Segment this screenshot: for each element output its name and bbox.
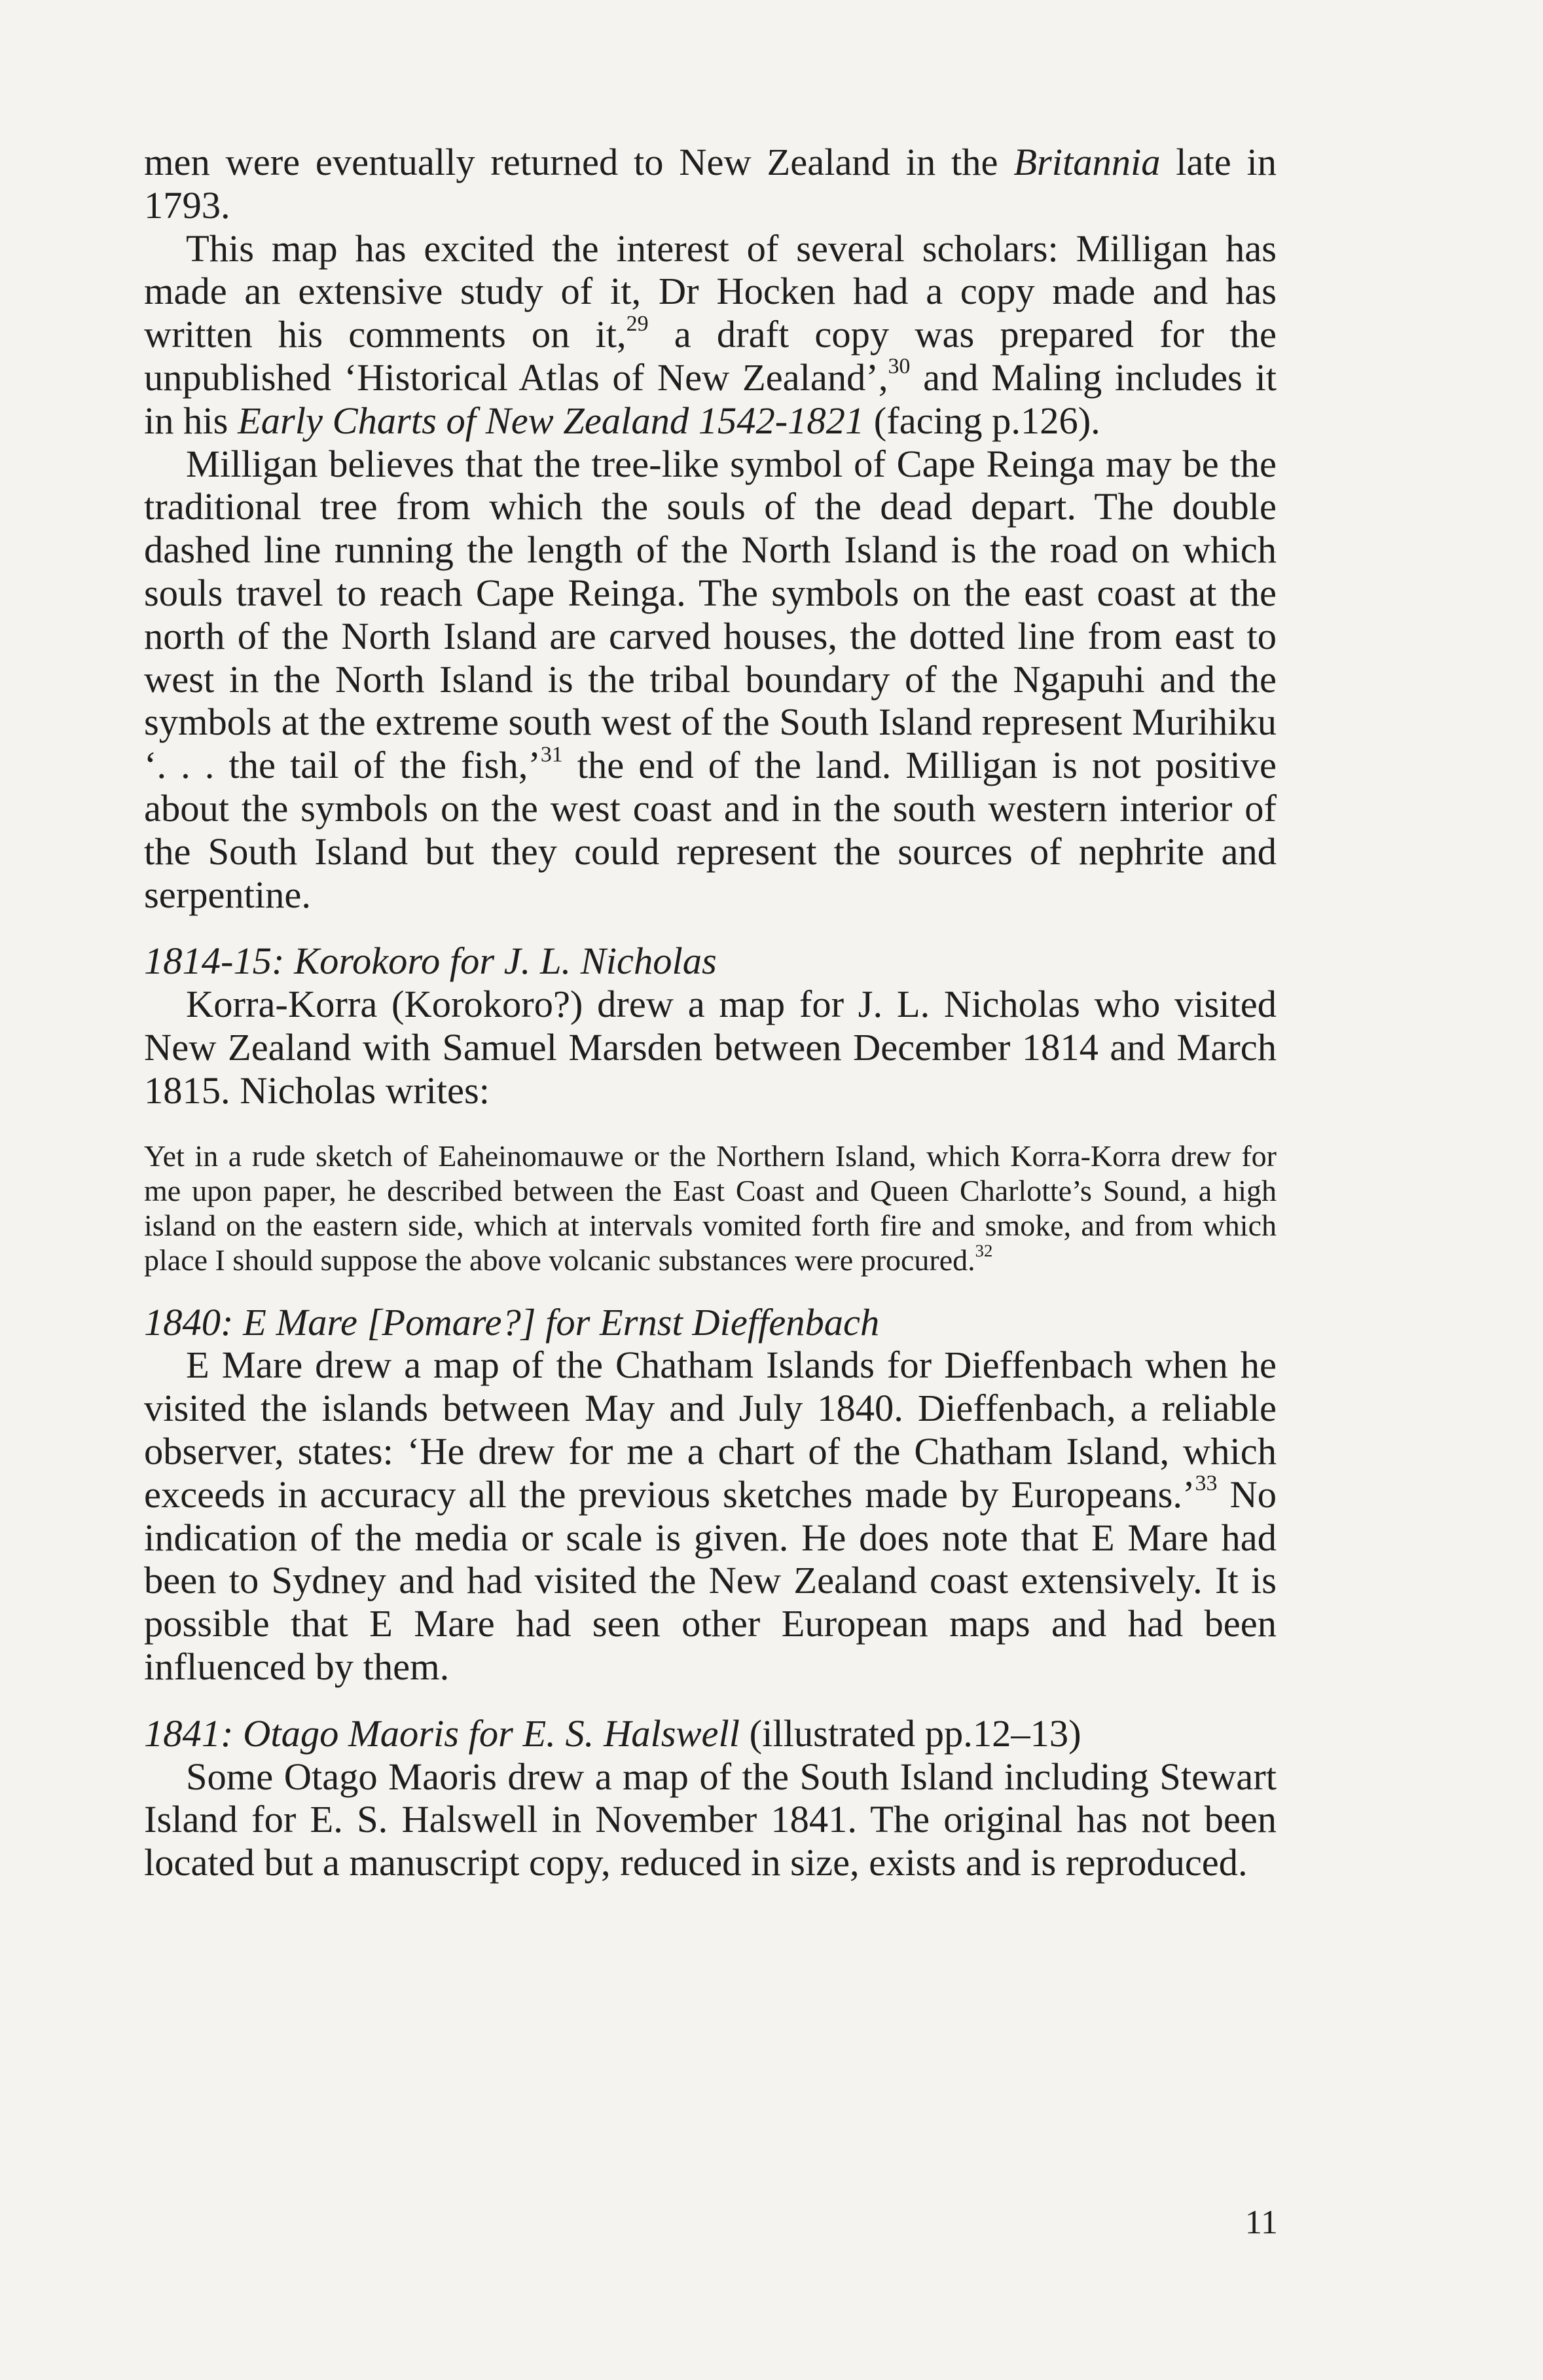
section-heading-korokoro: 1814-15: Korokoro for J. L. Nicholas: [144, 940, 717, 983]
page-body: [144, 141, 1277, 1884]
text: the end of the land. Milligan is not positive about the symbols on the west coast and in the south western interior of the South Island but they could represent the sources of nephrite and serpentine.: [144, 744, 1277, 916]
page-number: 11: [1244, 2204, 1278, 2241]
text: This map has excited the interest of several scholars: Milligan has made an extensive study of it, Dr Hocken had a copy made and has written his comments on it,: [144, 227, 1277, 356]
text: (facing p.126).: [864, 399, 1100, 442]
footnote-ref-33: 33: [1195, 1471, 1218, 1496]
paragraph-otago: Some Otago Maoris drew a map of the South Island including Stewart Island for E. S. Halswell in November 1841. The original has not been located but a manuscript copy, reduced in size, exists and is reproduced.: [144, 1755, 1277, 1884]
section-heading-otago: [144, 1712, 1277, 1755]
heading-roman: (illustrated pp.12–13): [740, 1712, 1081, 1755]
heading-italic: 1841: Otago Maoris for E. S. Halswell: [144, 1712, 740, 1755]
quote-text: Yet in a rude sketch of Eaheinomauwe or the Northern Island, which Korra-Korra drew for me upon paper, he described between the East Coast and Queen Charlotte’s Sound, a high island on the eastern side, which at intervals vomited forth fire and smoke, and from which place I should suppose the above volcanic substances were procured.: [144, 1139, 1277, 1277]
paragraph-britannia: [144, 141, 1277, 227]
book-title: Early Charts of New Zealand 1542-1821: [238, 399, 865, 442]
block-quote-nicholas: [144, 1139, 1277, 1277]
paragraph-emare: [144, 1344, 1277, 1688]
text: E Mare drew a map of the Chatham Islands for Dieffenbach when he visited the islands between May and July 1840. Dieffenbach, a reliable observer, states: ‘He drew for me a chart of the Chatham Island, which exceeds in accuracy all the previous sketches made by Europeans.’: [144, 1344, 1277, 1516]
section-heading-emare: 1840: E Mare [Pomare?] for Ernst Dieffenbach: [144, 1300, 880, 1344]
footnote-ref-31: 31: [540, 742, 563, 767]
paragraph-scholars: [144, 227, 1277, 443]
footnote-ref-29: 29: [626, 311, 649, 336]
text: men were eventually returned to New Zealand in the: [144, 141, 1014, 183]
ship-name: Britannia: [1013, 141, 1161, 183]
footnote-ref-30: 30: [888, 354, 911, 379]
text: Milligan believes that the tree-like symbol of Cape Reinga may be the traditional tree from which the souls of the dead depart. The double dashed line running the length of the North Island is the road on which souls travel to reach Cape Reinga. The symbols on the east coast at the north of the North Island are carved houses, the dotted line from east to west in the North Island is the tribal boundary of the Ngapuhi and the symbols at the extreme south west of the South Island represent Murihiku ‘. . . the tail of the fish,’: [144, 442, 1277, 787]
paragraph-symbols: [144, 443, 1277, 917]
text: a draft copy was prepared for the unpublished ‘Historical Atlas of New Zealand’,: [144, 313, 1277, 399]
paragraph-korokoro: Korra-Korra (Korokoro?) drew a map for J. L. Nicholas who visited New Zealand with Samuel Marsden between December 1814 and March 1815. Nicholas writes:: [144, 983, 1277, 1112]
text: No indication of the media or scale is given. He does note that E Mare had been to Sydney and had visited the New Zealand coast extensively. It is possible that E Mare had seen other European maps and had been influenced by them.: [144, 1473, 1277, 1688]
text: late in 1793.: [144, 141, 1277, 227]
text: and Maling includes it in his: [144, 356, 1277, 442]
footnote-ref-32: 32: [975, 1241, 993, 1261]
